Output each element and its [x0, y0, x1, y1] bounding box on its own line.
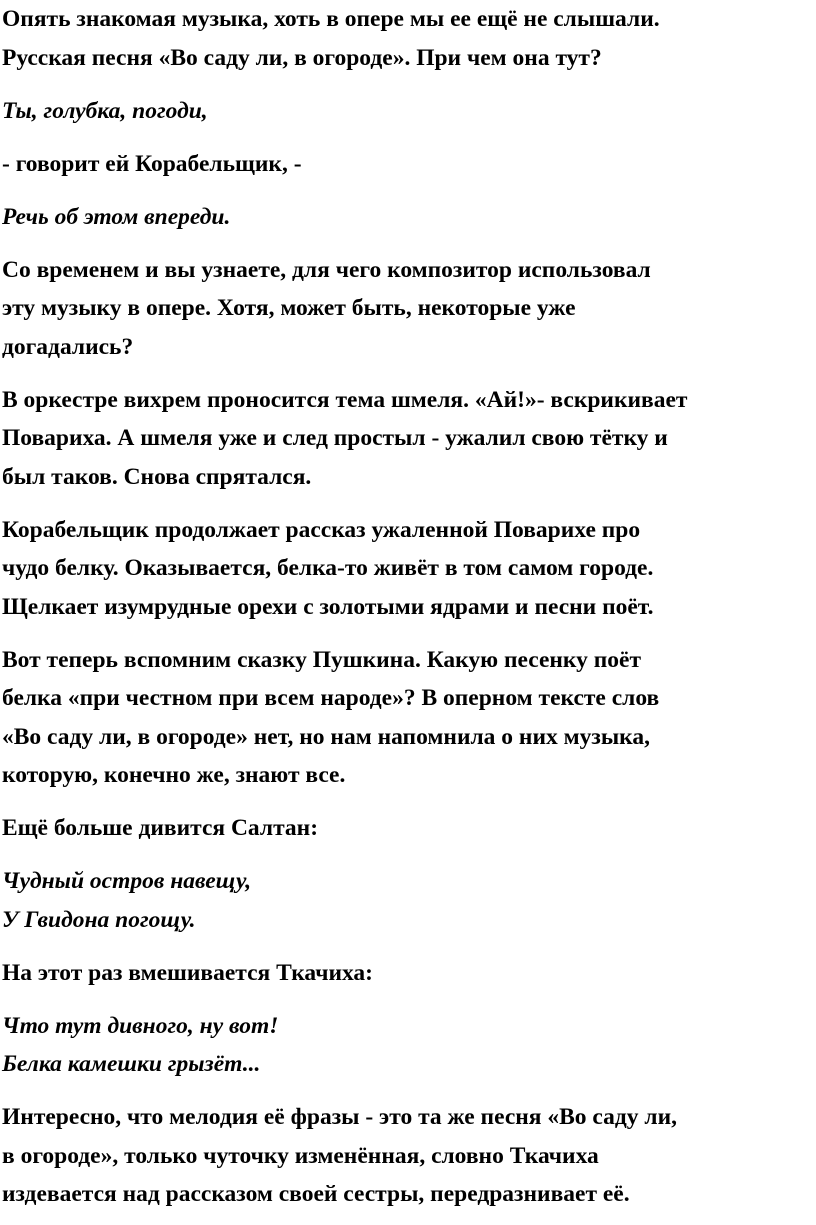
paragraph — [2, 641, 816, 795]
paragraph — [2, 1098, 816, 1214]
text-line: Корабельщик продолжает рассказ ужаленной Поварихе про — [2, 516, 641, 543]
paragraph — [2, 381, 816, 497]
text-line: Ты, голубка, погоди, — [2, 97, 208, 124]
paragraph — [2, 251, 816, 367]
text-line: Интересно, что мелодия её фразы - это та же песня «Во саду ли, — [2, 1104, 678, 1130]
paragraph — [2, 92, 816, 131]
paragraph — [2, 145, 816, 184]
text-line: догадались? — [2, 333, 134, 360]
document-text — [2, 0, 816, 1214]
text-line: «Во саду ли, в огороде» нет, но нам напомнила о них музыка, — [2, 723, 650, 750]
text-line: чудо белку. Оказывается, белка-то живёт в том самом городе. — [2, 555, 654, 581]
text-line: Чудный остров навещу, — [2, 868, 252, 894]
text-line: Вот теперь вспомним сказку Пушкина. Какую песенку поёт — [2, 646, 642, 673]
text-line: В оркестре вихрем проносится тема шмеля. «Ай!»- вскрикивает — [2, 386, 688, 413]
paragraph — [2, 0, 816, 77]
text-line: Ещё больше дивится Салтан: — [2, 815, 319, 841]
paragraph — [2, 862, 816, 939]
text-line: Щелкает изумрудные орехи с золотыми ядрами и песни поёт. — [2, 593, 654, 620]
text-line: белка «при честном при всем народе»? В оперном тексте слов — [2, 685, 660, 711]
text-line: Белка камешки грызёт... — [2, 1051, 261, 1077]
text-line: был таков. Снова спрятался. — [2, 463, 312, 490]
text-line: которую, конечно же, знают все. — [2, 762, 346, 788]
paragraph — [2, 1007, 816, 1084]
paragraph — [2, 809, 816, 848]
paragraph — [2, 511, 816, 627]
text-line: У Гвидона погощу. — [2, 906, 196, 933]
text-line: Со временем и вы узнаете, для чего композитор использовал — [2, 256, 651, 283]
paragraph — [2, 954, 816, 993]
paragraph — [2, 198, 816, 237]
text-line: Опять знакомая музыка, хоть в опере мы ее ещё не слышали. — [2, 6, 660, 32]
text-line: Что тут дивного, ну вот! — [2, 1012, 279, 1039]
text-line: в огороде», только чуточку изменённая, словно Ткачиха — [2, 1142, 599, 1169]
text-line: Повариха. А шмеля уже и след простыл - ужалил свою тётку и — [2, 425, 668, 451]
text-line: На этот раз вмешивается Ткачиха: — [2, 959, 374, 986]
text-line: Русская песня «Во саду ли, в огороде». При чем она тут? — [2, 44, 602, 71]
text-line: издевается над рассказом своей сестры, передразнивает её. — [2, 1181, 630, 1207]
text-line: - говорит ей Корабельщик, - — [2, 150, 302, 177]
text-line: Речь об этом впереди. — [2, 203, 231, 230]
text-line: эту музыку в опере. Хотя, может быть, некоторые уже — [2, 295, 576, 321]
